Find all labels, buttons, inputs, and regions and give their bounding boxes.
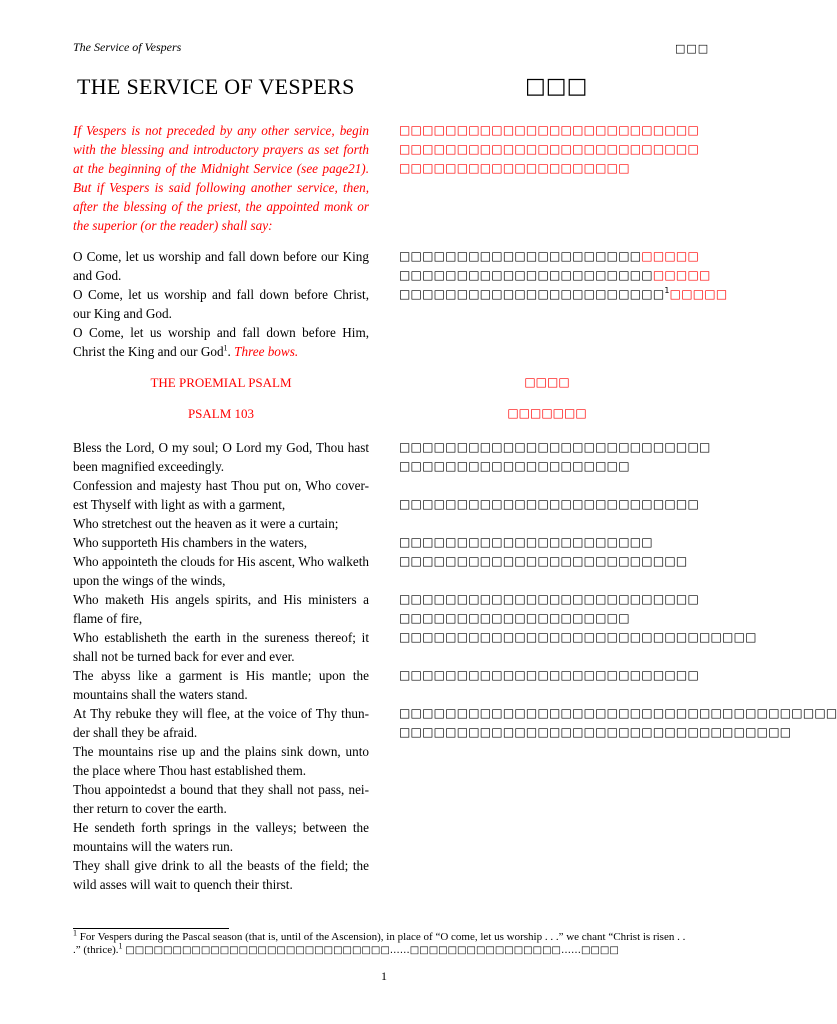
invitatory-line-2: O Come, let us worship and fall down before Christ, our King and God. xyxy=(73,287,369,321)
psalm-verse: Who supporteth His chambers in the waters, xyxy=(73,535,308,550)
psalm-verse-zh: □□□□□□□□□□□□□□□□□□□□□□□□□□□ xyxy=(399,440,711,454)
psalm-number-heading-zh: □□□□□□□ xyxy=(507,406,587,420)
page-number: 1 xyxy=(381,969,387,983)
psalm-verse: The abyss like a garment is His mantle; upon the mountains shall the waters stand. xyxy=(73,668,369,702)
footnote-separator xyxy=(73,928,229,929)
invitatory-zh-line-2-rubric: □□□□□ xyxy=(652,268,711,282)
invitatory-zh-line-2-text: □□□□□□□□□□□□□□□□□□□□□□ xyxy=(399,268,653,282)
invitatory-zh-line-1-text: □□□□□□□□□□□□□□□□□□□□□ xyxy=(399,249,642,263)
running-header-chinese: □□□ xyxy=(675,42,710,55)
psalm-verse: They shall give drink to all the beasts of the field; the wild asses will wait to quench their thirst. xyxy=(73,858,369,892)
running-header-title: The Service of Vespers xyxy=(73,40,182,54)
invitatory-zh-line-1 xyxy=(399,247,699,266)
psalm-verse-zh: □□□□□□□□□□□□□□□□□□□□□□□□□□ xyxy=(399,497,699,511)
psalm-verse: Thou appointedst a bound that they shall not pass, nei-ther return to cover the earth. xyxy=(73,782,369,816)
psalm-verse: At Thy rebuke they will flee, at the voice of Thy thun-der shall they be afraid. xyxy=(73,706,369,740)
invitatory-zh-line-3-text: □□□□□□□□□□□□□□□□□□□□□□□ xyxy=(399,287,665,301)
invitatory-zh-line-3 xyxy=(399,285,728,304)
psalm-verse: Who stretchest out the heaven as it were a curtain; xyxy=(73,516,339,531)
footnote-marker-zh: 1 xyxy=(664,286,670,295)
intro-rubric-chinese: □□□□□□□□□□□□□□□□□□□□□□□□□□□□□□□□□□□□□□□□□□□□□□□□□□□□□□□□□□□□□□□□□□□□□□□□ xyxy=(399,123,699,175)
invitatory-line-3 xyxy=(73,323,369,361)
psalm-verse: Who establisheth the earth in the sureness thereof; it shall not be turned back for ever and ever. xyxy=(73,630,369,664)
psalm-verse-zh: □□□□□□□□□□□□□□□□□□□□□□□□□□□□□□□ xyxy=(399,630,757,644)
psalm-verse: He sendeth forth springs in the valleys; between the mountains will the waters run. xyxy=(73,820,369,854)
intro-rubric-english: If Vespers is not preceded by any other service, begin with the blessing and introductory prayers as set forth at the beginning of the Midnight Service (see page21). But if Vespers is said following another service, then, after the blessing of the priest, the appointed monk or the superior (or the reader) shall say: xyxy=(73,123,369,233)
psalm-verse-zh: □□□□□□□□□□□□□□□□□□□□□□□□□□□□□□□□□□□□□□ xyxy=(399,706,837,720)
invitatory-line-3-tail: . xyxy=(227,344,231,359)
footnote-text-english: For Vespers during the Pascal season (that is, until of the Ascension), in place of “O come, let us worship . . .” we chant “Christ is risen . . .” (thrice). xyxy=(73,931,686,956)
invitatory-line-1: O Come, let us worship and fall down before our King and God. xyxy=(73,249,369,283)
footnote-number: 1 xyxy=(73,928,77,938)
psalm-verse-zh: □□□□□□□□□□□□□□□□□□□□□□□□□□ xyxy=(399,668,699,682)
invitatory-chinese xyxy=(399,247,728,304)
footnote-text-chinese: □□□□□□□□□□□□□□□□□□□□□□□□□□□□……□□□□□□□□□□□□□□□□……□□□□ xyxy=(125,945,619,956)
psalm-text-english xyxy=(73,438,369,894)
page-title-chinese: □□□ xyxy=(525,74,588,99)
three-bows-rubric: Three bows. xyxy=(234,344,299,359)
invitatory-zh-line-1-rubric: □□□□□ xyxy=(641,249,699,263)
psalm-number-heading: PSALM 103 xyxy=(187,406,255,421)
footnote-marker: 1 xyxy=(223,343,228,353)
psalm-verse: Who appointeth the clouds for His ascent, Who walketh upon the wings of the winds, xyxy=(73,554,369,588)
psalm-verse-zh: □□□□□□□□□□□□□□□□□□□□□□□□□□□□□□□□□□ xyxy=(399,725,792,739)
psalm-verse: Confession and majesty hast Thou put on, Who cover-est Thyself with light as with a garment, xyxy=(73,478,369,512)
psalm-verse-zh: □□□□□□□□□□□□□□□□□□□□□□ xyxy=(399,535,653,549)
psalm-verse: The mountains rise up and the plains sink down, unto the place where Thou hast established them. xyxy=(73,744,369,778)
psalm-verse-zh: □□□□□□□□□□□□□□□□□□□□□□□□□□ xyxy=(399,592,699,606)
proemial-psalm-heading: THE PROEMIAL PSALM xyxy=(150,375,292,390)
proemial-psalm-heading-zh: □□□□ xyxy=(524,375,570,389)
invitatory-line-3-text: O Come, let us worship and fall down before Him, Christ the King and our God xyxy=(73,325,369,359)
psalm-verse-zh: □□□□□□□□□□□□□□□□□□□□ xyxy=(399,611,630,625)
psalm-verse: Bless the Lord, O my soul; O Lord my God, Thou hast been magnified exceedingly. xyxy=(73,440,369,474)
invitatory-english xyxy=(73,247,369,361)
psalm-verse: Who maketh His angels spirits, and His ministers a flame of fire, xyxy=(73,592,369,626)
invitatory-zh-line-3-rubric: □□□□□ xyxy=(669,287,728,301)
psalm-verse-zh: □□□□□□□□□□□□□□□□□□□□□□□□□ xyxy=(399,554,688,568)
footnote xyxy=(73,928,695,957)
page-title-english: THE SERVICE OF VESPERS xyxy=(77,74,355,99)
footnote-number-2: 1 xyxy=(118,941,123,951)
psalm-verse-zh: □□□□□□□□□□□□□□□□□□□□ xyxy=(399,459,630,473)
invitatory-zh-line-2 xyxy=(399,266,711,285)
